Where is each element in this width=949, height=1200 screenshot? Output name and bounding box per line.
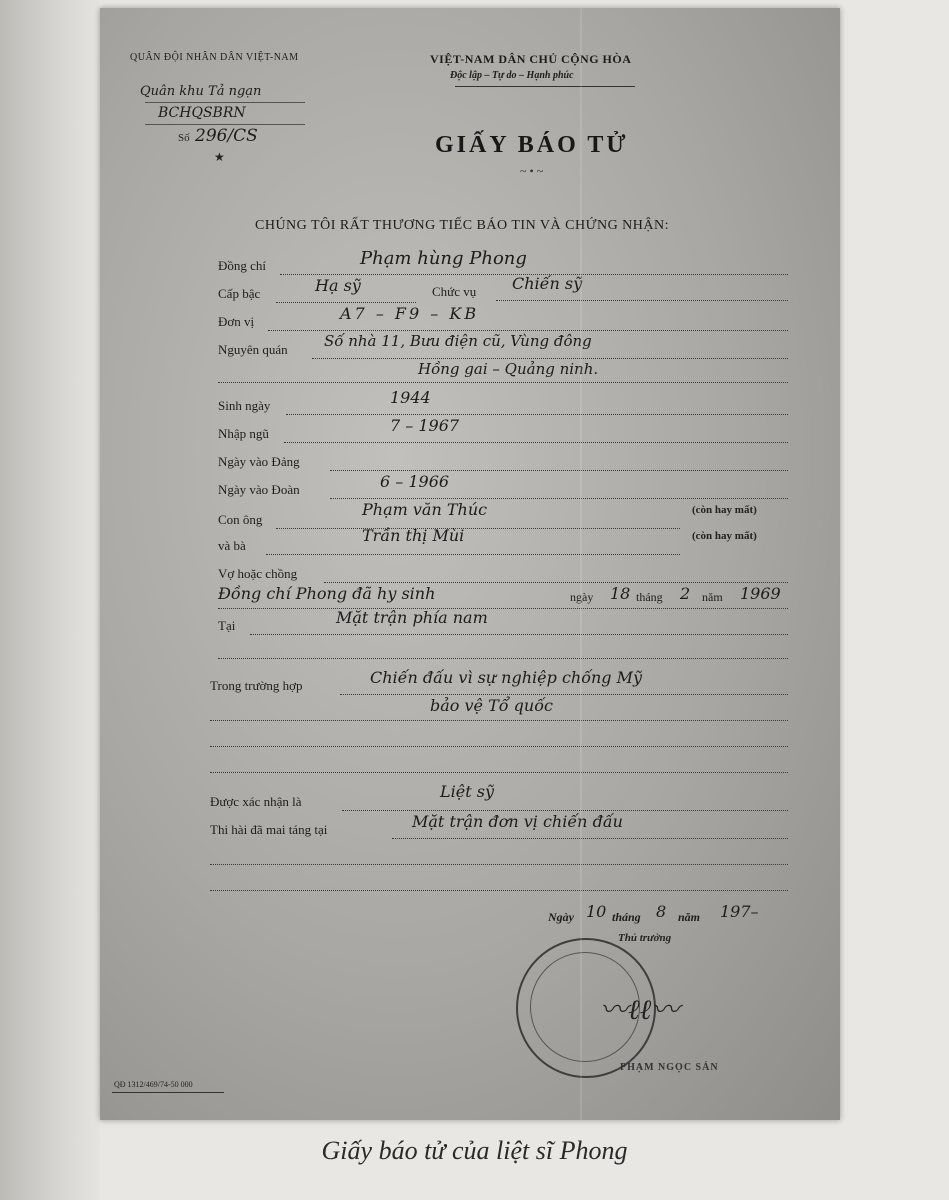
field-value-dong-chi: Phạm hùng Phong bbox=[360, 248, 527, 269]
field-rule-blank-3 bbox=[210, 864, 788, 865]
field-rule-blank-2 bbox=[210, 772, 788, 773]
field-rule-ngay-vao-dang bbox=[330, 470, 788, 471]
field-value-nguyen-quan-2: Hồng gai – Quảng ninh. bbox=[418, 360, 599, 378]
sacrifice-month-label: tháng bbox=[636, 590, 663, 604]
field-label-sinh-ngay: Sinh ngày bbox=[218, 398, 271, 413]
field-rule-va-ba bbox=[266, 554, 680, 555]
field-rule-blank-1 bbox=[210, 746, 788, 747]
field-label-vo-hoac-chong: Vợ hoặc chồng bbox=[218, 566, 298, 581]
field-value-nhap-ngu: 7 – 1967 bbox=[390, 416, 460, 435]
field-rule-chuc-vu bbox=[496, 300, 788, 301]
field-label-dong-chi: Đồng chí bbox=[218, 258, 267, 273]
signer-name: PHẠM NGỌC SẢN bbox=[620, 1062, 719, 1073]
photo-caption: Giấy báo tử của liệt sĩ Phong bbox=[321, 1136, 628, 1165]
field-label-va-ba: và bà bbox=[218, 538, 246, 553]
signoff-day-label: Ngày bbox=[548, 910, 574, 924]
signoff-month-value: 8 bbox=[656, 902, 667, 921]
sacrifice-day-label: ngày bbox=[570, 590, 594, 604]
field-rule-don-vi bbox=[268, 330, 788, 331]
field-rule-nguyen-quan bbox=[312, 358, 788, 359]
signoff-title: Thủ trưởng bbox=[618, 932, 672, 944]
issuing-organization: QUÂN ĐỘI NHÂN DÂN VIỆT-NAM bbox=[130, 52, 299, 63]
unit-underline-2 bbox=[145, 124, 305, 125]
sacrifice-rule bbox=[218, 608, 788, 609]
field-label-thi-hai: Thi hài đã mai táng tại bbox=[210, 822, 328, 837]
field-label-duoc-xac-nhan: Được xác nhận là bbox=[210, 794, 302, 809]
field-rule-tai bbox=[250, 634, 788, 635]
form-code-underline bbox=[112, 1092, 224, 1093]
field-value-thi-hai: Mặt trận đơn vị chiến đấu bbox=[412, 812, 623, 831]
field-value-nguyen-quan-1: Số nhà 11, Bưu điện cũ, Vùng đông bbox=[324, 332, 592, 350]
field-label-ngay-vao-doan: Ngày vào Đoàn bbox=[218, 482, 300, 497]
field-rule-trong-truong-hop-2 bbox=[210, 720, 788, 721]
field-value-trong-truong-hop-1: Chiến đấu vì sự nghiệp chống Mỹ bbox=[370, 668, 643, 687]
unit-handwritten-line2: BCHQSBRN bbox=[158, 105, 246, 121]
unit-handwritten-line1: Quân khu Tả ngạn bbox=[140, 84, 262, 99]
title-ornament: ~•~ bbox=[520, 164, 547, 178]
field-label-con-ong: Con ông bbox=[218, 512, 263, 527]
field-rule-vo-hoac-chong bbox=[324, 582, 788, 583]
field-note-con-ong: (còn hay mất) bbox=[692, 504, 757, 516]
field-label-ngay-vao-dang: Ngày vào Đảng bbox=[218, 454, 300, 469]
document-number-label: Số bbox=[178, 132, 190, 144]
death-notice-document bbox=[100, 8, 840, 1120]
field-label-cap-bac: Cấp bậc bbox=[218, 286, 261, 301]
motto-underline bbox=[455, 86, 635, 87]
field-value-don-vi: A7 – F9 – KB bbox=[340, 304, 480, 323]
sacrifice-statement: Đồng chí Phong đã hy sinh bbox=[218, 584, 436, 603]
field-label-trong-truong-hop: Trong trường hợp bbox=[210, 678, 303, 693]
unit-underline-1 bbox=[145, 102, 305, 103]
field-rule-blank-4 bbox=[210, 890, 788, 891]
field-value-duoc-xac-nhan: Liệt sỹ bbox=[440, 782, 494, 801]
field-value-tai: Mặt trận phía nam bbox=[336, 608, 488, 627]
field-value-chuc-vu: Chiến sỹ bbox=[512, 274, 583, 293]
field-label-nguyen-quan: Nguyên quán bbox=[218, 342, 288, 357]
field-rule-thi-hai bbox=[392, 838, 788, 839]
field-label-chuc-vu: Chức vụ bbox=[432, 284, 477, 299]
intro-statement: CHÚNG TÔI RẤT THƯƠNG TIẾC BÁO TIN VÀ CHỨNG NHẬN: bbox=[255, 218, 670, 233]
field-rule-con-ong bbox=[276, 528, 680, 529]
national-motto: Độc lập – Tự do – Hạnh phúc bbox=[450, 70, 574, 81]
form-code: QĐ 1312/469/74-50 000 bbox=[114, 1080, 193, 1089]
field-value-trong-truong-hop-2: bảo vệ Tổ quốc bbox=[430, 696, 553, 715]
document-number-value: 296/CS bbox=[195, 126, 258, 146]
sacrifice-year-label: năm bbox=[702, 590, 723, 604]
sacrifice-day-value: 18 bbox=[610, 584, 631, 603]
field-label-tai: Tại bbox=[218, 618, 236, 633]
signature: 〰ℓℓ〰 bbox=[600, 993, 680, 1026]
field-rule-nguyen-quan-2 bbox=[218, 382, 788, 383]
field-rule-sinh-ngay bbox=[286, 414, 788, 415]
field-rule-duoc-xac-nhan bbox=[342, 810, 788, 811]
sacrifice-year-value: 1969 bbox=[740, 584, 781, 603]
field-rule-tai-2 bbox=[218, 658, 788, 659]
field-label-don-vi: Đơn vị bbox=[218, 314, 255, 329]
field-value-con-ong: Phạm văn Thúc bbox=[362, 500, 488, 519]
field-rule-trong-truong-hop bbox=[340, 694, 788, 695]
field-value-cap-bac: Hạ sỹ bbox=[315, 276, 361, 295]
field-value-ngay-vao-doan: 6 – 1966 bbox=[380, 472, 450, 491]
field-rule-cap-bac bbox=[276, 302, 416, 303]
field-label-nhap-ngu: Nhập ngũ bbox=[218, 426, 269, 441]
document-title: GIẤY BÁO TỬ bbox=[435, 132, 629, 158]
signoff-day-value: 10 bbox=[586, 902, 607, 921]
field-rule-ngay-vao-doan bbox=[330, 498, 788, 499]
field-note-va-ba: (còn hay mất) bbox=[692, 530, 757, 542]
field-value-va-ba: Trần thị Mùi bbox=[362, 526, 465, 545]
country-name: VIỆT-NAM DÂN CHỦ CỘNG HÒA bbox=[430, 52, 632, 66]
signoff-year-value: 197– bbox=[720, 902, 759, 921]
signoff-month-label: tháng bbox=[612, 910, 641, 924]
field-rule-nhap-ngu bbox=[284, 442, 788, 443]
star-icon: ★ bbox=[214, 150, 225, 164]
sacrifice-month-value: 2 bbox=[680, 584, 691, 603]
field-value-sinh-ngay: 1944 bbox=[390, 388, 431, 407]
book-gutter-shadow bbox=[0, 0, 100, 1200]
signoff-year-label: năm bbox=[678, 910, 701, 924]
